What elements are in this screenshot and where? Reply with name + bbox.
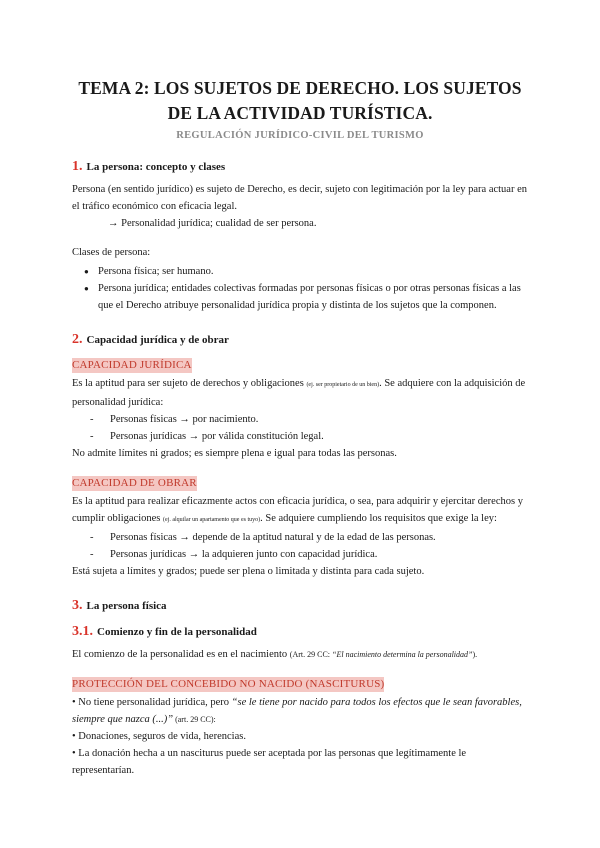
section-number: 2.	[72, 332, 83, 347]
clases-list	[72, 263, 528, 314]
subsection-3-1-heading	[72, 624, 528, 640]
definition-paragraph: Persona (en sentido jurídico) es sujeto de Derecho, es decir, sujeto con legitimación por la ley para actuar en el tráfico económico con eficacia legal.	[72, 184, 527, 212]
section-title: La persona: concepto y clases	[86, 161, 226, 173]
section-2-heading	[72, 332, 528, 348]
list-item: - Personas físicas → por nacimiento.	[72, 411, 528, 428]
capacidad-juridica-paragraph: Es la aptitud para ser sujeto de derechos y obligaciones (ej. ser propietario de un bien). Se adquiere con la adquisición de personalidad jurídica:	[72, 378, 526, 408]
nasciturus-point: • Donaciones, seguros de vida, herencias.	[72, 731, 246, 742]
nasciturus-point: • No tiene personalidad jurídica, pero “se le tiene por nacido para todos los efectos que le sean favorables, siempre que nazca (...)” (art. 29 CC):	[72, 697, 522, 725]
list-item: ● Persona física; ser humano.	[72, 263, 528, 280]
personalidad-paragraph: El comienzo de la personalidad es en el nacimiento (Art. 29 CC: “El nacimiento determina la personalidad”).	[72, 649, 478, 660]
example-note: (ej. alquilar un apartamento que es tuyo)	[162, 517, 261, 523]
example-note: (ej. ser propietario de un bien)	[306, 382, 380, 388]
highlight-label-nasciturus: PROTECCIÓN DEL CONCEBIDO NO NACIDO (NASCITURUS)	[72, 678, 385, 690]
subsection-title: Comienzo y fin de la personalidad	[97, 626, 257, 638]
capacidad-obrar-list	[72, 529, 528, 563]
section-title: La persona física	[86, 600, 167, 612]
list-item: - Personas jurídicas → por válida constitución legal.	[72, 428, 528, 445]
list-item: - Personas jurídicas → la adquieren junto con capacidad jurídica.	[72, 546, 528, 563]
capacidad-obrar-paragraph: Es la aptitud para realizar eficazmente actos con eficacia jurídica, o sea, para adquirir y ejercitar derechos y cumplir obligaciones (ej. alquilar un apartamento que es tuyo). Se adquiere cumpliendo los requisitos que exige la ley:	[72, 496, 523, 524]
arrow-note: → Personalidad jurídica; cualidad de ser persona.	[108, 218, 317, 229]
section-number: 3.	[72, 598, 83, 613]
capacidad-juridica-note: No admite límites ni grados; es siempre plena e igual para todas las personas.	[72, 448, 397, 459]
list-item: ● Persona jurídica; entidades colectivas formadas por personas físicas o por otras personas físicas a las que el Derecho atribuye personalidad jurídica propia y distinta de los sujetos que la componen.	[72, 280, 528, 314]
subsection-number: 3.1.	[72, 624, 93, 639]
section-3-heading	[72, 598, 528, 614]
section-1-heading	[72, 159, 528, 175]
list-item: - Personas físicas → depende de la aptitud natural y de la edad de las personas.	[72, 529, 528, 546]
capacidad-juridica-list	[72, 411, 528, 445]
page-title: TEMA 2: LOS SUJETOS DE DERECHO. LOS SUJETOS DE LA ACTIVIDAD TURÍSTICA.	[78, 78, 522, 123]
nasciturus-point: • La donación hecha a un nasciturus puede ser aceptada por las personas que legítimamente le representarían.	[72, 748, 467, 776]
capacidad-obrar-note: Está sujeta a límites y grados; puede ser plena o limitada y distinta para cada sujeto.	[72, 566, 425, 577]
section-title: Capacidad jurídica y de obrar	[86, 334, 229, 346]
page-subtitle: REGULACIÓN JURÍDICO-CIVIL DEL TURISMO	[176, 130, 424, 141]
highlight-label-capacidad-obrar: CAPACIDAD DE OBRAR	[72, 477, 197, 489]
highlight-label-capacidad-juridica: CAPACIDAD JURÍDICA	[72, 359, 192, 371]
section-number: 1.	[72, 159, 83, 174]
clases-label: Clases de persona:	[72, 247, 151, 258]
